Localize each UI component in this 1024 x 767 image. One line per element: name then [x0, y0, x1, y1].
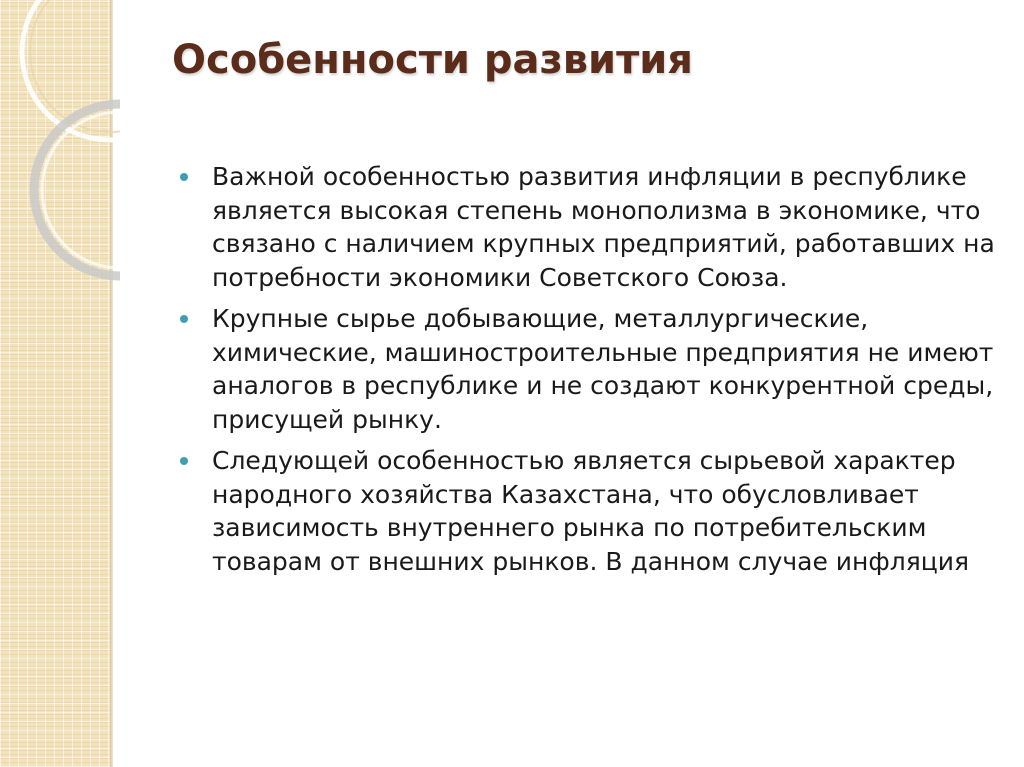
bullet-text: Следующей особенностью является сырьевой характер народного хозяйства Казахстана, что обусловливает зависимость внутреннего рынка по потребительским товарам от внешних рынков. В данном случае инфляция [212, 446, 970, 576]
bullet-text: Важной особенностью развития инфляции в республике является высокая степень монополизма в экономике, что связано с наличием крупных предприятий, работавших на потребности экономики Советского Союза. [212, 162, 995, 292]
decorative-circles [0, 0, 120, 300]
slide-title: Особенности развития [172, 37, 693, 83]
bullet-item [178, 160, 998, 294]
bullet-item [178, 444, 998, 578]
bullet-list [178, 160, 998, 586]
bullet-text: Крупные сырье добывающие, металлургические, химические, машиностроительные предприятия не имеют аналогов в республике и не создают конкурентной среды, присущей рынку. [212, 304, 994, 434]
bullet-dot-icon [180, 315, 188, 323]
bullet-dot-icon [180, 457, 188, 465]
bullet-dot-icon [180, 173, 188, 181]
bullet-item [178, 302, 998, 436]
